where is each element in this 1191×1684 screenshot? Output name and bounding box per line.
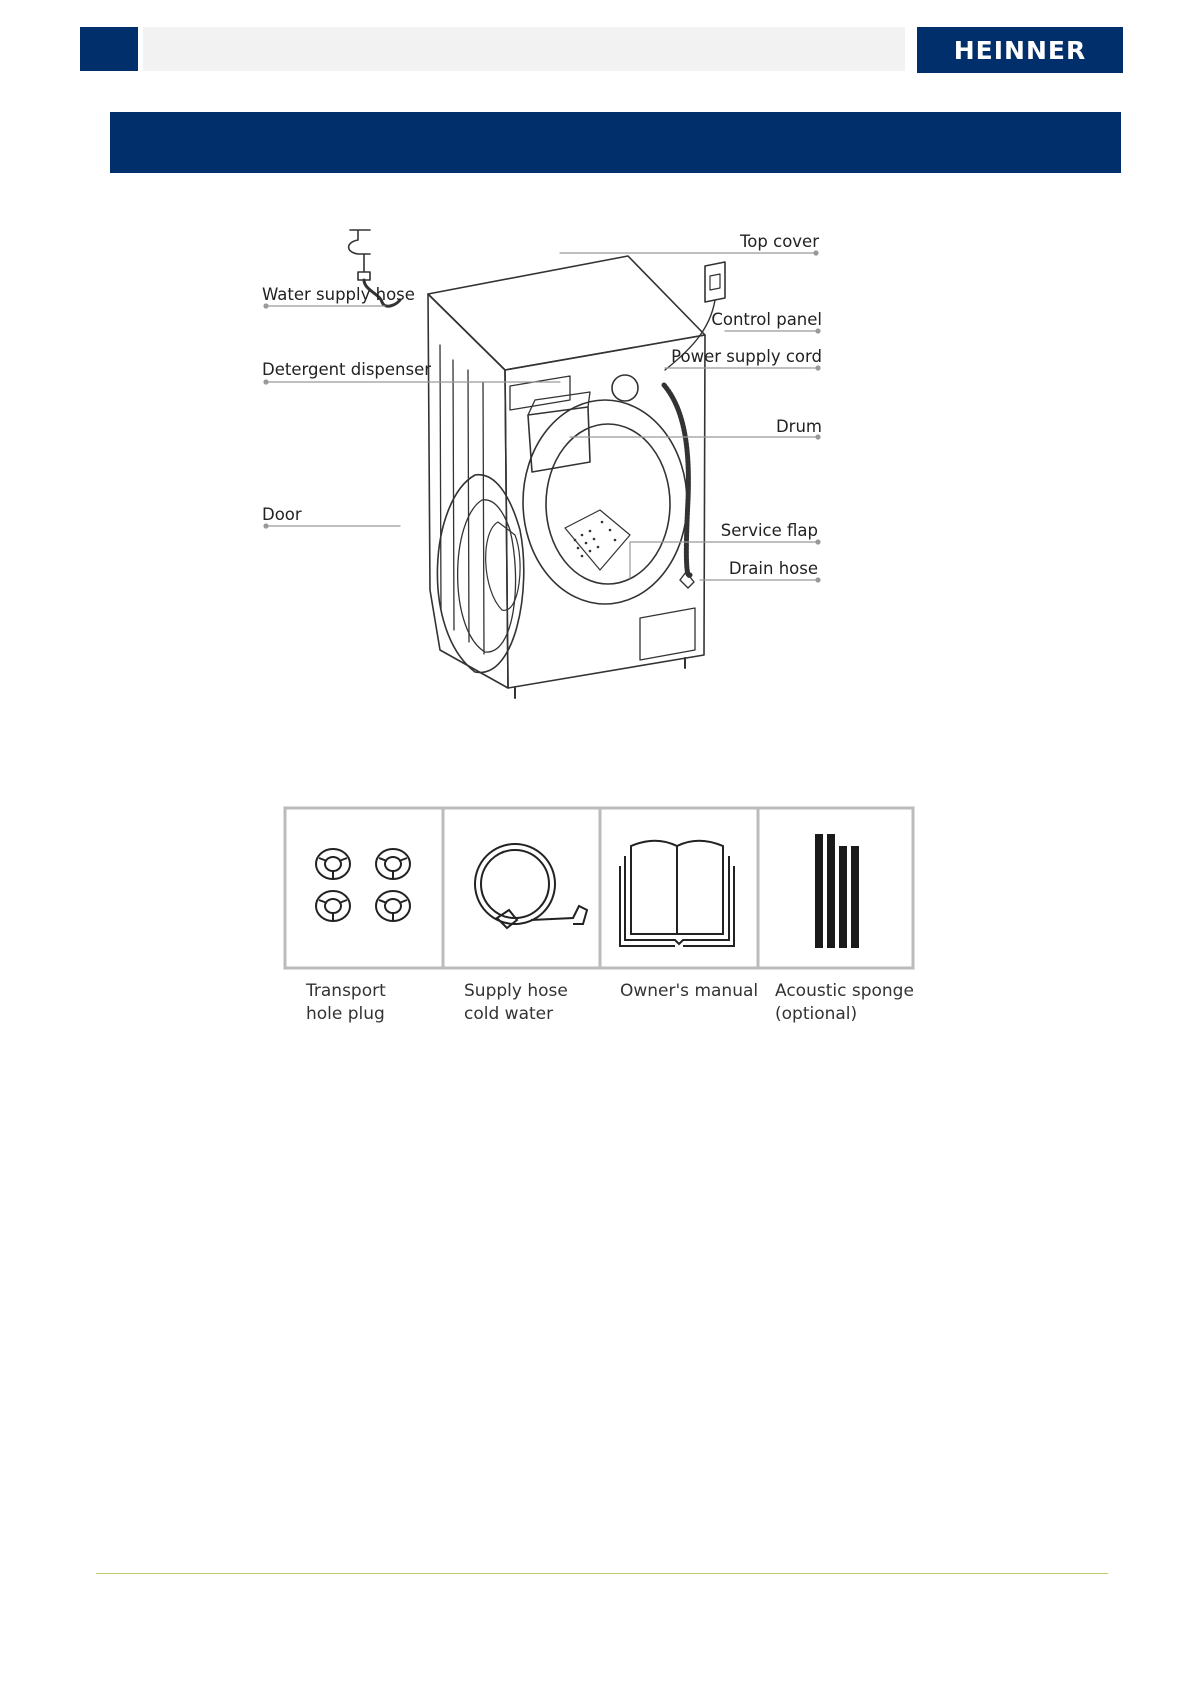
top-cover-shape [428, 256, 705, 370]
open-door [437, 475, 523, 673]
accessory-label-supply-hose: Supply hose cold water [464, 981, 568, 1024]
program-knob [612, 375, 638, 401]
footer-divider [96, 1573, 1108, 1574]
transport-plug-icon [316, 849, 410, 921]
washing-machine-diagram [262, 210, 910, 700]
label-door: Door [262, 505, 302, 524]
label-power-supply-cord: Power supply cord [671, 347, 822, 366]
supply-hose-icon [475, 844, 587, 928]
accessory-box-4 [758, 808, 913, 968]
water-tap [349, 230, 370, 280]
accessories-grid [283, 806, 915, 971]
header-page-tab [80, 27, 138, 71]
label-drain-hose: Drain hose [728, 559, 818, 578]
accessory-box-2 [443, 808, 600, 968]
label-water-supply-hose: Water supply hose [262, 285, 415, 304]
wall-socket [705, 262, 725, 302]
accessory-label-owners-manual: Owner's manual [620, 981, 759, 1001]
brand-logo [917, 27, 1123, 73]
label-drum: Drum [775, 417, 822, 436]
section-banner [110, 112, 1121, 173]
brand-logo-text: HEINNER [953, 35, 1087, 65]
label-top-cover: Top cover [740, 232, 819, 251]
accessory-box-1 [285, 808, 443, 968]
drum-opening-outer [523, 400, 687, 604]
label-detergent-dispenser: Detergent dispenser [262, 360, 432, 379]
accessory-label-acoustic-sponge: Acoustic sponge (optional) [775, 981, 914, 1024]
service-flap-shape [640, 608, 695, 660]
header-bar [143, 27, 905, 71]
accessory-label-transport-plug: Transport hole plug [306, 981, 386, 1024]
label-service-flap: Service flap [720, 521, 818, 540]
book-icon [620, 841, 734, 946]
label-control-panel: Control panel [711, 310, 822, 329]
cabinet-front [505, 335, 705, 688]
sponge-strips-icon [815, 834, 859, 948]
accessory-label-row [282, 980, 922, 1040]
